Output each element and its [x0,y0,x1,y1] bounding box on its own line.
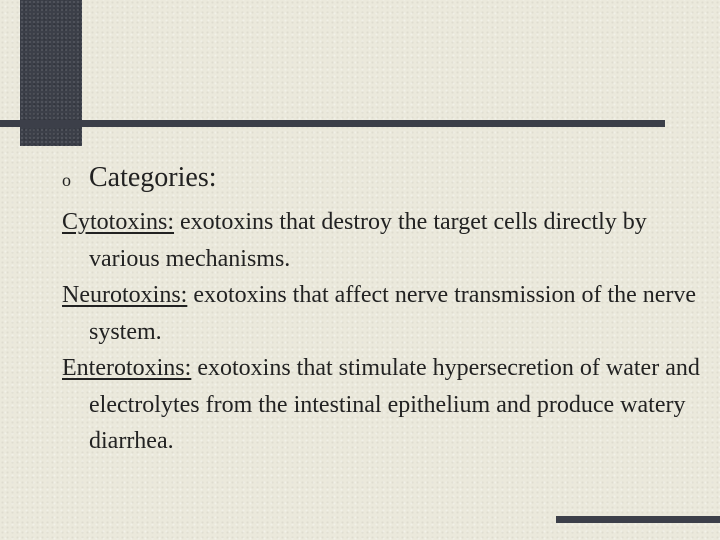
decorative-bottom-rule [556,516,720,523]
heading-bullet: o [62,170,71,190]
heading-text: Categories: [89,162,217,193]
definition-item-enterotoxins [62,350,702,460]
definition-item-neurotoxins [62,277,702,350]
definition-item-cytotoxins [62,204,702,277]
definition-neurotoxins: exotoxins that affect nerve transmission of the nerve system. [89,282,697,345]
definition-cytotoxins: exotoxins that destroy the target cells directly by various mechanisms. [89,209,647,272]
definition-enterotoxins: exotoxins that stimulate hypersecretion of water and electrolytes from the intestinal epithelium and produce watery diarrhea. [89,355,700,454]
slide-heading [62,160,217,198]
term-enterotoxins: Enterotoxins: [62,355,192,381]
term-cytotoxins: Cytotoxins: [62,209,175,235]
term-neurotoxins: Neurotoxins: [62,282,188,308]
decorative-top-rule [0,120,665,127]
definition-list [62,204,702,460]
